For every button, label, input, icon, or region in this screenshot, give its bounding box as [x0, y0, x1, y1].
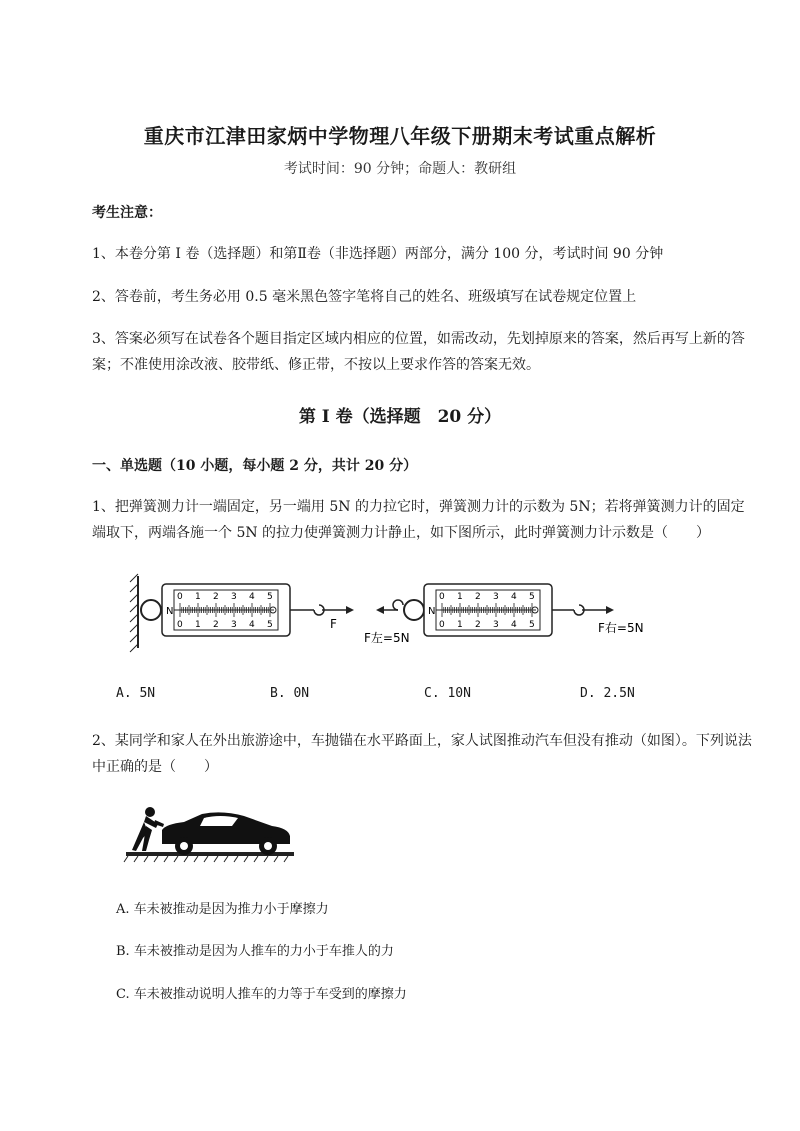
question-2-text: 2、某同学和家人在外出旅游途中，车抛锚在水平路面上，家人试图推动汽车但没有推动（如图）。下列说法中正确的是（ ）	[92, 733, 752, 775]
force-label-f: F	[330, 617, 337, 631]
q1-option-b[interactable]: B. 0N	[270, 686, 310, 701]
unit-label: N	[428, 606, 436, 617]
scale-tick-label: 1	[195, 620, 201, 630]
scale-tick-label: 0	[177, 592, 183, 602]
car-silhouette	[162, 812, 290, 855]
q1-option-a[interactable]: A. 5N	[116, 686, 156, 701]
scale-tick-label: 0	[177, 620, 183, 630]
scale-tick-label: 0	[439, 620, 445, 630]
q2-option-c[interactable]: C. 车未被推动说明人推车的力等于车受到的摩擦力	[116, 987, 407, 1002]
scale-tick-label: 3	[231, 592, 237, 602]
pushing-car-figure	[122, 802, 298, 866]
force-label-left: F左=5N	[364, 631, 410, 645]
scale-tick-label: 2	[475, 620, 481, 630]
notice-heading: 考生注意：	[92, 205, 162, 221]
scale-tick-label: 3	[231, 620, 237, 630]
exam-info: 考试时间：90 分钟；命题人：教研组	[283, 161, 517, 177]
notice-item-2: 2、答卷前，考生务必用 0.5 毫米黑色签字笔将自己的姓名、班级填写在试卷规定位置上	[92, 289, 637, 305]
spring-scale-right	[364, 584, 644, 645]
scale-tick-label: 1	[457, 592, 463, 602]
wall-hatch	[130, 574, 138, 652]
scale-tick-label: 4	[511, 620, 517, 630]
scale-tick-label: 3	[493, 620, 499, 630]
person-silhouette	[132, 807, 164, 851]
notice-item-1: 1、本卷分第 I 卷（选择题）和第Ⅱ卷（非选择题）两部分，满分 100 分，考试时间 90 分钟	[92, 246, 664, 262]
scale-tick-label: 5	[529, 592, 535, 602]
q2-option-b[interactable]: B. 车未被推动是因为人推车的力小于车推人的力	[116, 944, 394, 959]
section-title: 第 I 卷（选择题 20 分）	[298, 407, 502, 427]
scale-tick-label: 4	[511, 592, 517, 602]
spring-scale-figure	[128, 568, 668, 664]
scale-tick-label: 5	[267, 620, 273, 630]
scale-tick-label: 2	[475, 592, 481, 602]
scale-tick-label: 5	[267, 592, 273, 602]
question-1-text: 1、把弹簧测力计一端固定，另一端用 5N 的力拉它时，弹簧测力计的示数为 5N；若将弹簧测力计的固定端取下，两端各施一个 5N 的拉力使弹簧测力计静止，如下图所示，此时弹簧测力计示数是（ ）	[92, 499, 745, 541]
force-label-right: F右=5N	[598, 621, 644, 635]
notice-item-3: 3、答案必须写在试卷各个题目指定区域内相应的位置，如需改动，先划掉原来的答案，然后再写上新的答案；不准使用涂改液、胶带纸、修正带，不按以上要求作答的答案无效。	[92, 331, 745, 373]
scale-tick-label: 5	[529, 620, 535, 630]
scale-tick-label: 3	[493, 592, 499, 602]
spring-scale-left	[141, 584, 354, 636]
q2-option-a[interactable]: A. 车未被推动是因为推力小于摩擦力	[116, 902, 329, 917]
unit-label: N	[166, 606, 174, 617]
scale-tick-label: 4	[249, 620, 255, 630]
scale-tick-label: 1	[195, 592, 201, 602]
scale-tick-label: 1	[457, 620, 463, 630]
scale-tick-label: 2	[213, 592, 219, 602]
q1-option-c[interactable]: C. 10N	[424, 686, 471, 701]
q1-option-d[interactable]: D. 2.5N	[580, 686, 635, 701]
scale-tick-label: 0	[439, 592, 445, 602]
page-title: 重庆市江津田家炳中学物理八年级下册期末考试重点解析	[143, 124, 657, 148]
scale-tick-label: 4	[249, 592, 255, 602]
scale-tick-label: 2	[213, 620, 219, 630]
part-heading: 一、单选题（10 小题，每小题 2 分，共计 20 分）	[92, 458, 418, 474]
